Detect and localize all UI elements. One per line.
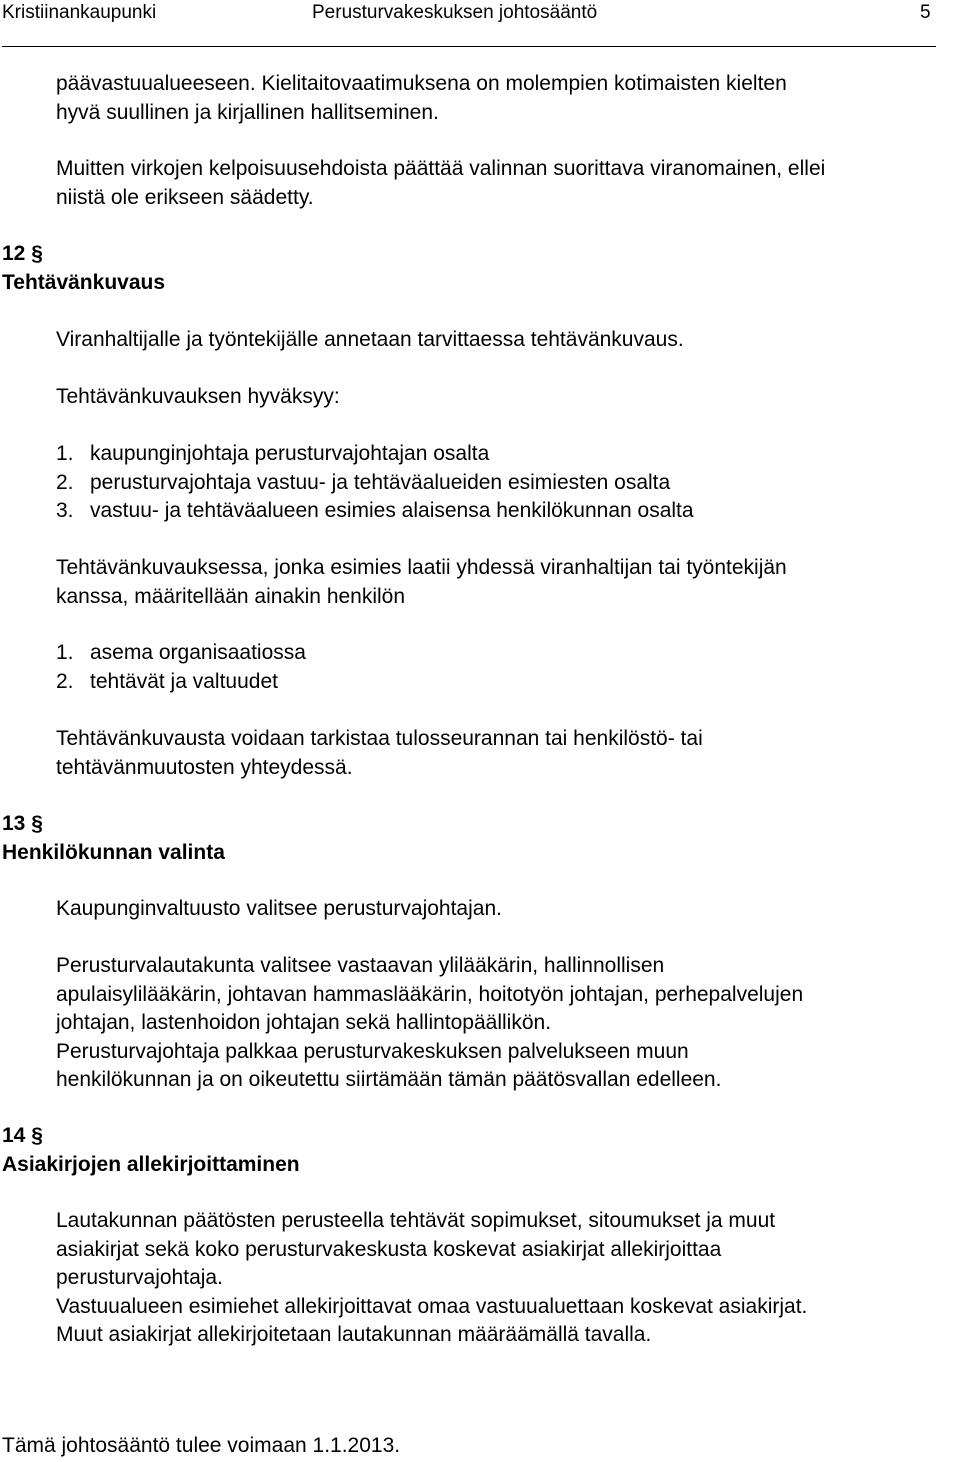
text-line: tehtävänmuutosten yhteydessä.: [56, 755, 353, 779]
section-14-paragraph-1: [56, 1207, 946, 1350]
list-item: [56, 668, 946, 697]
header-municipality: Kristiinankaupunki: [2, 2, 157, 23]
text-line: Vastuualueen esimiehet allekirjoittavat omaa vastuualuettaan koskevat asiakirjat.: [56, 1294, 808, 1318]
page-header: [0, 0, 940, 32]
list-item: [56, 440, 946, 469]
text-line: kanssa, määritellään ainakin henkilön: [56, 584, 406, 608]
effective-date-note: Tämä johtosääntö tulee voimaan 1.1.2013.: [2, 1434, 401, 1457]
section-13-paragraph-2: [56, 952, 946, 1095]
list-text: tehtävät ja valtuudet: [90, 669, 278, 693]
text-line: Tehtävänkuvausta voidaan tarkistaa tulosseurannan tai henkilöstö- tai: [56, 727, 703, 750]
list-item: [56, 469, 946, 498]
text-line: perusturvajohtaja.: [56, 1266, 223, 1289]
list-number: 1.: [56, 641, 74, 664]
text-line: niistä ole erikseen säädetty.: [56, 185, 314, 209]
list-number: 1.: [56, 442, 74, 465]
page-number: 5: [920, 2, 931, 23]
section-12-paragraph-2: [56, 383, 946, 412]
list-item: [56, 639, 946, 668]
section-13-paragraph-1: [56, 895, 946, 924]
text-line: johtajan, lastenhoidon johtajan sekä hallintopäällikön.: [56, 1011, 552, 1034]
section-number: 13 §: [2, 812, 43, 835]
text-line: Muut asiakirjat allekirjoitetaan lautakunnan määräämällä tavalla.: [56, 1323, 652, 1346]
list-text: vastuu- ja tehtäväalueen esimies alaisensa henkilökunnan osalta: [90, 499, 694, 522]
section-number: 12 §: [2, 242, 43, 265]
text-line: Kaupunginvaltuusto valitsee perusturvajohtajan.: [56, 897, 502, 920]
text-line: Tehtävänkuvauksen hyväksyy:: [56, 385, 340, 408]
list-text: kaupunginjohtaja perusturvajohtajan osalta: [90, 442, 490, 465]
section-12-paragraph-1: [56, 326, 946, 355]
text-line: Perusturvalautakunta valitsee vastaavan ylilääkärin, hallinnollisen: [56, 954, 665, 977]
section-title: Asiakirjojen allekirjoittaminen: [2, 1152, 300, 1176]
text-line: apulaisylilääkärin, johtavan hammaslääkärin, hoitotyön johtajan, perhepalvelujen: [56, 982, 804, 1006]
text-line: Lautakunnan päätösten perusteella tehtävät sopimukset, sitoumukset ja muut: [56, 1209, 776, 1232]
list-number: 2.: [56, 669, 74, 693]
list-text: asema organisaatiossa: [90, 641, 306, 664]
text-line: henkilökunnan ja on oikeutettu siirtämään tämän päätösvallan edelleen.: [56, 1068, 722, 1091]
list-number: 2.: [56, 470, 74, 494]
header-divider: [2, 46, 936, 47]
intro-paragraph-2: [56, 155, 946, 212]
text-line: hyvä suullinen ja kirjallinen hallitseminen.: [56, 100, 439, 124]
header-document-title: Perusturvakeskuksen johtosääntö: [312, 2, 598, 23]
section-number: 14 §: [2, 1124, 43, 1147]
text-line: Perusturvajohtaja palkkaa perusturvakeskuksen palvelukseen muun: [56, 1039, 689, 1063]
section-14-heading: [2, 1122, 602, 1179]
text-line: päävastuualueeseen. Kielitaitovaatimuksena on molempien kotimaisten kielten: [56, 72, 787, 95]
section-title: Henkilökunnan valinta: [2, 840, 225, 864]
list-item: [56, 497, 946, 526]
text-line: Muitten virkojen kelpoisuusehdoista päättää valinnan suorittava viranomainen, ellei: [56, 157, 826, 180]
text-line: Tehtävänkuvauksessa, jonka esimies laatii yhdessä viranhaltijan tai työntekijän: [56, 556, 787, 579]
section-12-paragraph-4: [56, 725, 946, 782]
list-number: 3.: [56, 499, 74, 522]
intro-paragraph-1: [56, 70, 946, 127]
text-line: asiakirjat sekä koko perusturvakeskusta koskevat asiakirjat allekirjoittaa: [56, 1237, 722, 1261]
section-12-paragraph-3: [56, 554, 946, 611]
section-13-heading: [2, 810, 602, 867]
approval-list: [56, 440, 946, 526]
definition-list: [56, 639, 946, 696]
section-12-heading: [2, 240, 602, 297]
list-text: perusturvajohtaja vastuu- ja tehtäväalueiden esimiesten osalta: [90, 470, 671, 494]
text-line: Viranhaltijalle ja työntekijälle annetaan tarvittaessa tehtävänkuvaus.: [56, 328, 684, 351]
section-title: Tehtävänkuvaus: [2, 270, 166, 294]
